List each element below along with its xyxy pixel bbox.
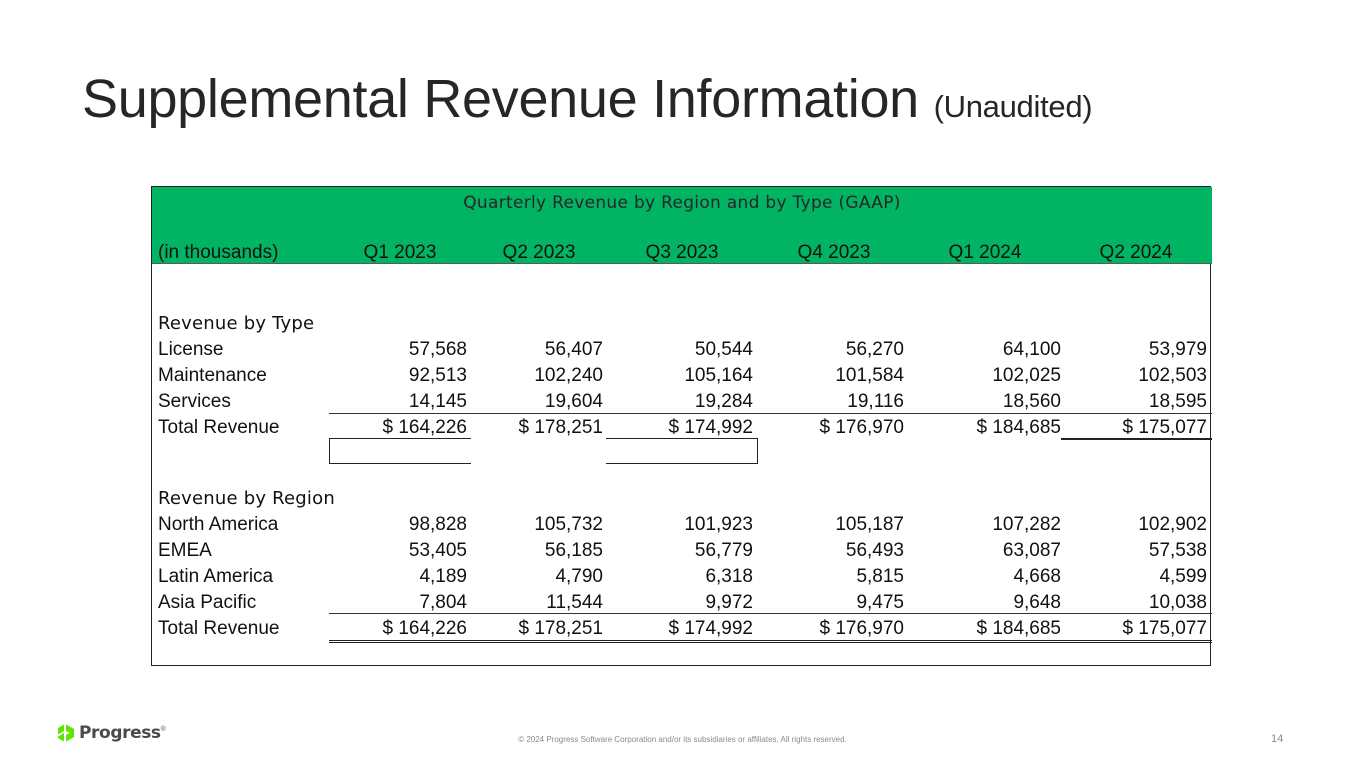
value-cell: 102,503 (1138, 365, 1207, 386)
page-number: 14 (1271, 733, 1284, 745)
column-header: Q2 2023 (502, 242, 576, 263)
value-cell: 107,282 (992, 514, 1061, 535)
copyright-notice: © 2024 Progress Software Corporation and/or its subsidiaries or affiliates. All rights reserved. (518, 735, 847, 744)
value-cell: 56,779 (694, 540, 753, 561)
total-cell: $ 164,226 (382, 417, 467, 438)
underline-box (329, 463, 471, 464)
value-cell: 6,318 (705, 566, 753, 587)
value-cell: 5,815 (856, 566, 904, 587)
value-cell: 19,116 (847, 391, 904, 412)
value-cell: 105,164 (684, 365, 753, 386)
value-cell: 50,544 (694, 339, 753, 360)
total-cell: $ 174,992 (668, 618, 753, 639)
column-header: Q1 2023 (363, 242, 437, 263)
value-cell: 4,790 (555, 566, 603, 587)
value-cell: 4,668 (1013, 566, 1061, 587)
total-cell: $ 184,685 (976, 618, 1061, 639)
unit-label: (in thousands) (158, 242, 279, 263)
subtotal-rule (329, 413, 1212, 414)
column-header: Q1 2024 (948, 242, 1022, 263)
total-cell: $ 176,970 (819, 417, 904, 438)
value-cell: 9,475 (856, 592, 904, 613)
value-cell: 4,189 (419, 566, 467, 587)
total-cell: $ 164,226 (382, 618, 467, 639)
double-underline (329, 640, 1212, 643)
row-label: Asia Pacific (158, 592, 257, 613)
column-header: Q3 2023 (645, 242, 719, 263)
value-cell: 18,560 (1002, 391, 1061, 412)
total-cell: $ 174,992 (668, 417, 753, 438)
value-cell: 57,538 (1148, 540, 1207, 561)
underline-box (606, 438, 758, 439)
total-cell: $ 184,685 (976, 417, 1061, 438)
value-cell: 9,972 (705, 592, 753, 613)
slide-title (82, 68, 1092, 130)
underline-box (606, 463, 758, 464)
double-underline (1061, 438, 1212, 440)
total-label: Total Revenue (158, 417, 280, 438)
total-cell: $ 175,077 (1122, 417, 1207, 438)
underline-box-edge (757, 438, 758, 463)
value-cell: 19,284 (694, 391, 753, 412)
value-cell: 53,979 (1148, 339, 1207, 360)
value-cell: 9,648 (1013, 592, 1061, 613)
total-cell: $ 178,251 (518, 417, 603, 438)
table-caption: Quarterly Revenue by Region and by Type (GAAP) (463, 193, 901, 213)
row-label: Latin America (158, 566, 274, 587)
value-cell: 56,270 (845, 339, 904, 360)
section-label: Revenue by Region (158, 488, 335, 509)
total-cell: $ 176,970 (819, 618, 904, 639)
row-label: License (158, 339, 224, 360)
value-cell: 18,595 (1148, 391, 1207, 412)
section-label: Revenue by Type (158, 313, 315, 334)
value-cell: 11,544 (546, 592, 603, 613)
row-label: EMEA (158, 540, 212, 561)
value-cell: 64,100 (1002, 339, 1061, 360)
value-cell: 57,568 (408, 339, 467, 360)
slide-title-suffix: (Unaudited) (933, 89, 1093, 124)
value-cell: 4,599 (1159, 566, 1207, 587)
subtotal-rule (329, 613, 1212, 614)
value-cell: 92,513 (408, 365, 467, 386)
row-label: Maintenance (158, 365, 267, 386)
value-cell: 102,240 (534, 365, 603, 386)
value-cell: 63,087 (1002, 540, 1061, 561)
value-cell: 56,185 (544, 540, 603, 561)
underline-box (329, 438, 471, 439)
progress-logo-text: Progress (79, 723, 161, 743)
value-cell: 56,493 (845, 540, 904, 561)
underline-box-edge (329, 438, 330, 463)
value-cell: 19,604 (544, 391, 603, 412)
column-header: Q4 2023 (797, 242, 871, 263)
value-cell: 53,405 (408, 540, 467, 561)
value-cell: 56,407 (544, 339, 603, 360)
value-cell: 105,187 (835, 514, 904, 535)
row-label: North America (158, 514, 279, 535)
slide-title-main: Supplemental Revenue Information (82, 69, 919, 129)
value-cell: 101,923 (684, 514, 753, 535)
value-cell: 10,038 (1148, 592, 1207, 613)
value-cell: 7,804 (419, 592, 467, 613)
value-cell: 102,902 (1138, 514, 1207, 535)
logo-registered-mark: ® (160, 726, 166, 733)
total-cell: $ 178,251 (518, 618, 603, 639)
total-cell: $ 175,077 (1122, 618, 1207, 639)
value-cell: 102,025 (992, 365, 1061, 386)
revenue-table (151, 186, 1211, 666)
row-label: Services (158, 391, 231, 412)
value-cell: 101,584 (835, 365, 904, 386)
total-label: Total Revenue (158, 618, 280, 639)
value-cell: 14,145 (408, 391, 467, 412)
value-cell: 98,828 (408, 514, 467, 535)
value-cell: 105,732 (534, 514, 603, 535)
column-header: Q2 2024 (1099, 242, 1173, 263)
